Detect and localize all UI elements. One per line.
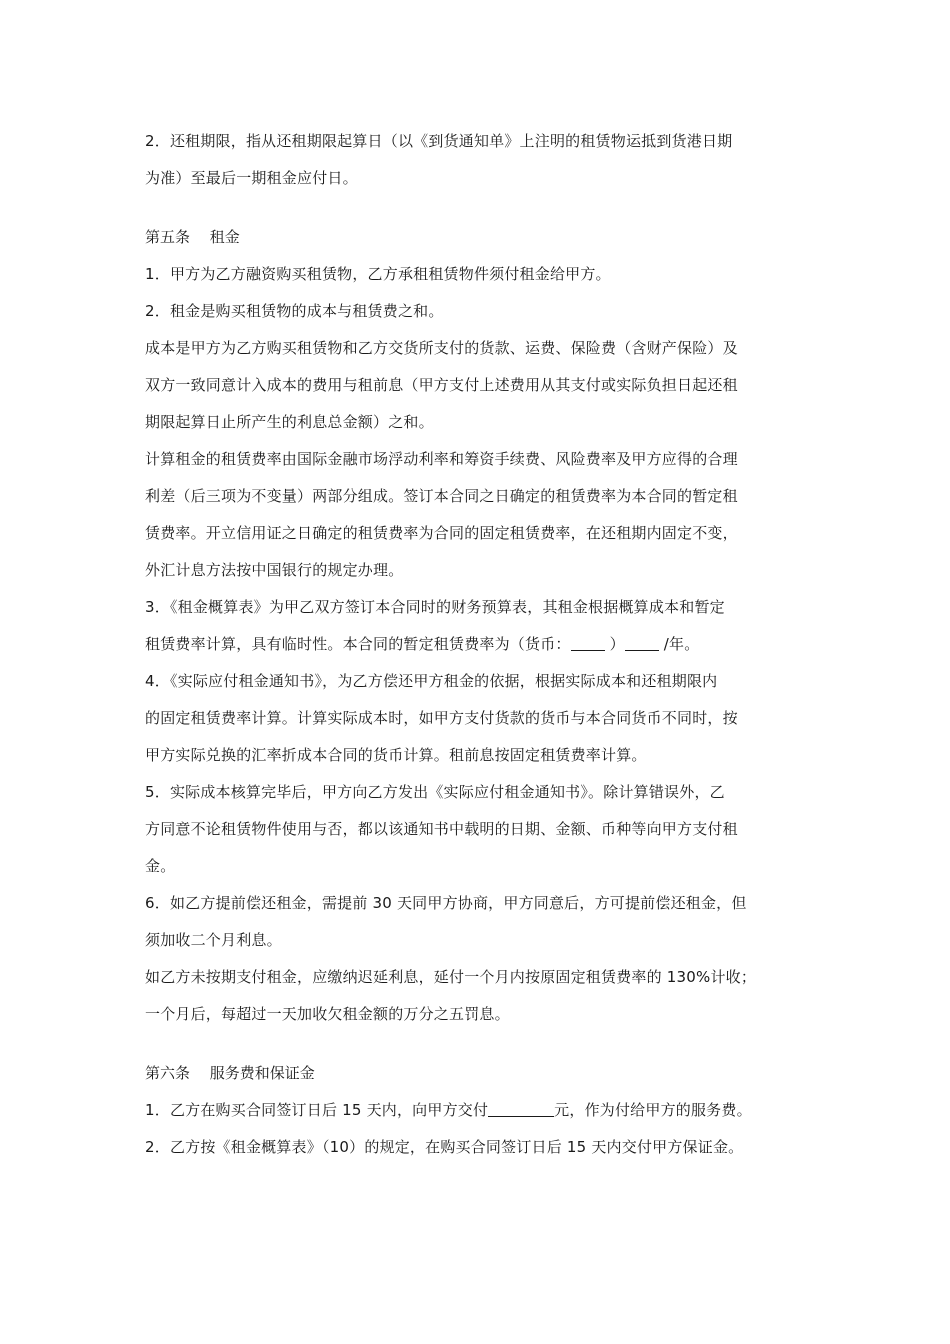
- paragraph-line: 方同意不论租赁物件使用与否，都以该通知书中载明的日期、金额、币种等向甲方支付租: [145, 820, 738, 838]
- paragraph-line: 2．乙方按《租金概算表》（10）的规定，在购买合同签订日后 15 天内交付甲方保证金。: [145, 1138, 744, 1156]
- rate-text-mid: ）: [609, 635, 625, 653]
- fee-amount-blank-field[interactable]: [488, 1100, 554, 1117]
- rate-text-post: /年。: [663, 635, 700, 653]
- currency-blank-field[interactable]: [571, 634, 605, 651]
- fee-text-post: 元，作为付给甲方的服务费。: [554, 1101, 752, 1119]
- paragraph-line: 2．还租期限，指从还租期限起算日（以《到货通知单》上注明的租赁物运抵到货港日期: [145, 132, 733, 150]
- paragraph-line: 双方一致同意计入成本的费用与租前息（甲方支付上述费用从其支付或实际负担日起还租: [145, 376, 738, 394]
- paragraph-line: 5．实际成本核算完毕后，甲方向乙方发出《实际应付租金通知书》。除计算错误外，乙: [145, 783, 725, 801]
- document-page: [145, 123, 810, 1166]
- rate-blank-field[interactable]: [625, 634, 659, 651]
- paragraph-line: 须加收二个月利息。: [145, 931, 282, 949]
- article-6-heading: 第六条 服务费和保证金: [145, 1064, 315, 1082]
- paragraph-line: 1．甲方为乙方融资购买租赁物，乙方承租租赁物件须付租金给甲方。: [145, 265, 611, 283]
- paragraph-line: 的固定租赁费率计算。计算实际成本时，如甲方支付货款的货币与本合同货币不同时，按: [145, 709, 738, 727]
- paragraph-line: 为准）至最后一期租金应付日。: [145, 169, 358, 187]
- paragraph-line: 4．《实际应付租金通知书》，为乙方偿还甲方租金的依据，根据实际成本和还租期限内: [145, 672, 718, 690]
- paragraph-line: 6．如乙方提前偿还租金，需提前 30 天同甲方协商，甲方同意后，方可提前偿还租金，但: [145, 894, 747, 912]
- paragraph-line: 金。: [145, 857, 176, 875]
- rate-text-pre: 租赁费率计算，具有临时性。本合同的暂定租赁费率为（货币：: [145, 635, 571, 653]
- paragraph-line: 计算租金的租赁费率由国际金融市场浮动利率和筹资手续费、风险费率及甲方应得的合理: [145, 450, 738, 468]
- spacer: [145, 197, 810, 219]
- paragraph-line: 期限起算日止所产生的利息总金额）之和。: [145, 413, 434, 431]
- spacer: [145, 1033, 810, 1055]
- rate-line: [145, 626, 810, 663]
- paragraph-line: 一个月后，每超过一天加收欠租金额的万分之五罚息。: [145, 1005, 510, 1023]
- paragraph-line: 如乙方未按期支付租金，应缴纳迟延利息，延付一个月内按原固定租赁费率的 130%计收；: [145, 968, 757, 986]
- article-5-heading: 第五条 租金: [145, 228, 240, 246]
- paragraph-line: 利差（后三项为不变量）两部分组成。签订本合同之日确定的租赁费率为本合同的暂定租: [145, 487, 738, 505]
- paragraph-line: 3．《租金概算表》为甲乙双方签订本合同时的财务预算表，其租金根据概算成本和暂定: [145, 598, 725, 616]
- paragraph-line: 外汇计息方法按中国银行的规定办理。: [145, 561, 404, 579]
- paragraph-line: 2．租金是购买租赁物的成本与租赁费之和。: [145, 302, 444, 320]
- paragraph-line: 成本是甲方为乙方购买租赁物和乙方交货所支付的货款、运费、保险费（含财产保险）及: [145, 339, 738, 357]
- paragraph-line: 赁费率。开立信用证之日确定的租赁费率为合同的固定租赁费率，在还租期内固定不变，: [145, 524, 738, 542]
- fee-line: [145, 1092, 810, 1129]
- paragraph-line: 甲方实际兑换的汇率折成本合同的货币计算。租前息按固定租赁费率计算。: [145, 746, 647, 764]
- fee-text-pre: 1．乙方在购买合同签订日后 15 天内，向甲方交付: [145, 1101, 489, 1119]
